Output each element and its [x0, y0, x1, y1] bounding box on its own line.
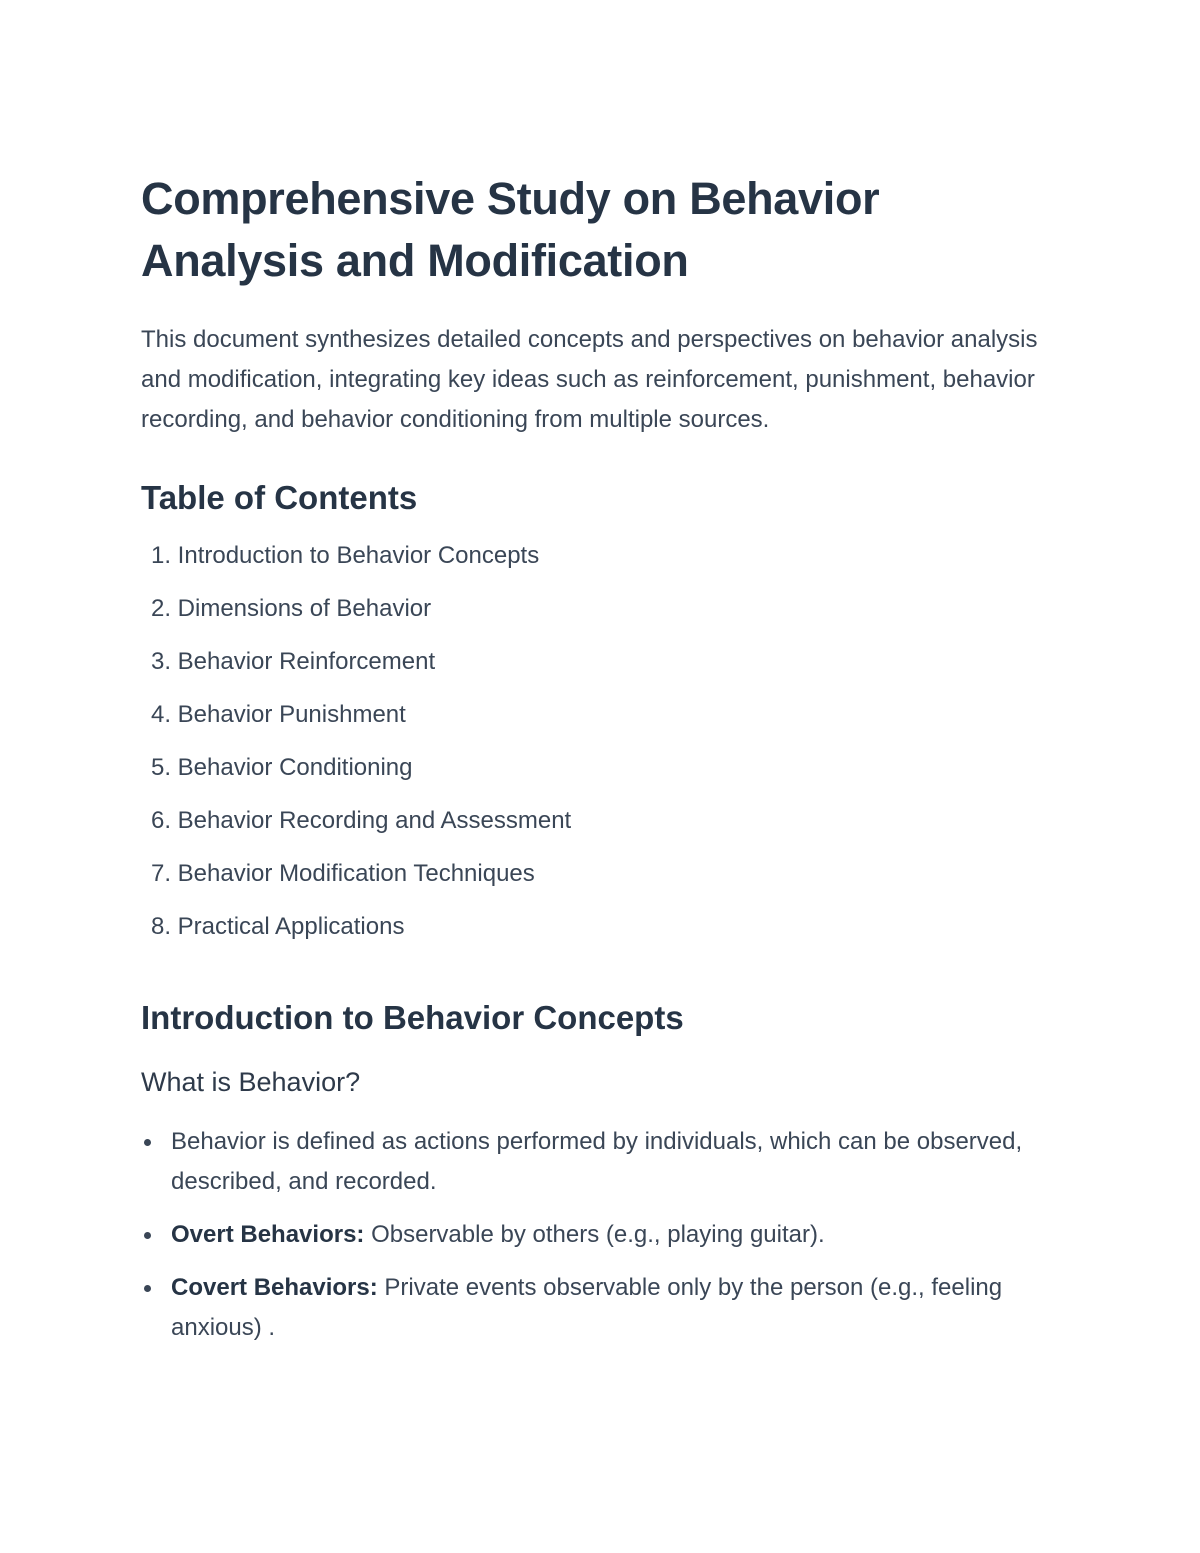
list-item	[141, 1268, 1051, 1348]
toc-item-number: 7.	[150, 860, 171, 887]
bullet-icon	[144, 1285, 151, 1292]
list-item-text: Private events observable only by the person (e.g., feeling anxious) .	[171, 1274, 1003, 1341]
list-item-text: Observable by others (e.g., playing guitar).	[364, 1221, 825, 1248]
toc-item[interactable]	[141, 752, 1061, 805]
toc-item-label: Dimensions of Behavior	[177, 595, 432, 622]
toc-item[interactable]	[141, 540, 1061, 593]
toc-item[interactable]	[141, 911, 1061, 964]
table-of-contents	[141, 540, 1061, 964]
toc-heading: Table of Contents	[141, 479, 418, 516]
toc-item-label: Behavior Reinforcement	[177, 648, 436, 675]
bullet-icon	[144, 1232, 151, 1239]
toc-item-label: Behavior Conditioning	[177, 754, 413, 781]
toc-item-number: 5.	[150, 754, 171, 781]
toc-item[interactable]	[141, 646, 1061, 699]
list-item-term: Overt Behaviors:	[171, 1221, 365, 1248]
document-page	[141, 168, 1061, 1361]
toc-item-number: 2.	[150, 595, 171, 622]
section-heading: Introduction to Behavior Concepts	[141, 999, 684, 1036]
toc-item-number: 8.	[150, 913, 171, 940]
toc-item[interactable]	[141, 593, 1061, 646]
toc-item-label: Behavior Punishment	[177, 701, 406, 728]
toc-item[interactable]	[141, 858, 1061, 911]
toc-item-label: Behavior Modification Techniques	[177, 860, 535, 887]
toc-item[interactable]	[141, 805, 1061, 858]
toc-item-number: 1.	[150, 542, 171, 569]
toc-item-number: 3.	[150, 648, 171, 675]
list-item	[141, 1122, 1051, 1202]
subsection-heading: What is Behavior?	[141, 1067, 361, 1097]
document-title: Comprehensive Study on Behavior Analysis and Modification	[141, 173, 880, 286]
list-item-text: Behavior is defined as actions performed by individuals, which can be observed, described, and recorded.	[171, 1128, 1023, 1195]
toc-item-number: 4.	[150, 701, 171, 728]
bullet-list	[141, 1122, 1061, 1348]
list-item-term: Covert Behaviors:	[171, 1274, 378, 1301]
bullet-icon	[144, 1139, 151, 1146]
toc-item-number: 6.	[150, 807, 171, 834]
toc-item-label: Introduction to Behavior Concepts	[177, 542, 540, 569]
toc-item-label: Practical Applications	[177, 913, 405, 940]
list-item	[141, 1215, 1051, 1255]
toc-item[interactable]	[141, 699, 1061, 752]
intro-paragraph: This document synthesizes detailed concepts and perspectives on behavior analysis and modification, integrating key ideas such as reinforcement, punishment, behavior recording, and behavior conditioning from multiple sources.	[141, 326, 1038, 433]
toc-item-label: Behavior Recording and Assessment	[177, 807, 572, 834]
